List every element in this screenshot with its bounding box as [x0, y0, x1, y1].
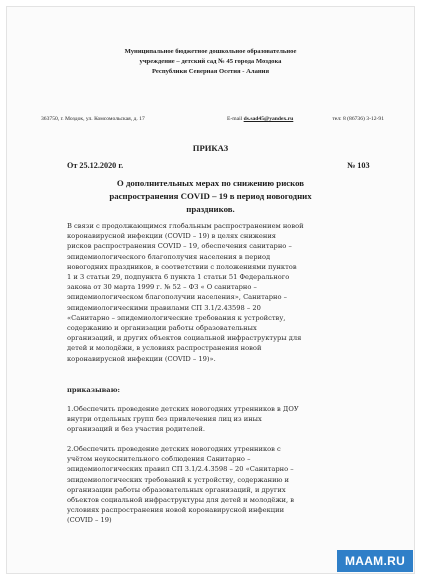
item-line: эпидемиологических правил СП 3.1/2.4.3598 – 20 «Санитарно – — [67, 465, 294, 474]
item-line: объектов социальной инфраструктуры для детей и молодёжи, в — [67, 496, 294, 505]
order-date: От 25.12.2020 г. — [67, 161, 124, 170]
paragraph-line: эпидемиологическом благополучии населения», Санитарно – — [67, 293, 288, 302]
title-line-2: распространения COVID – 19 в период новогодних — [109, 191, 312, 201]
item-line: эпидемиологических требований к устройству, содержанию и — [67, 475, 289, 484]
email-label: E-mail — [227, 116, 243, 122]
order-number: № 103 — [347, 161, 370, 170]
paragraph-line: коронавирусной инфекции (COVID – 19) в целях снижения — [67, 232, 277, 241]
item-line: внутри отдельных групп без привлечения лиц из иных — [67, 415, 262, 424]
item-line: учётом неукоснительного соблюдения Санитарно – — [67, 455, 251, 464]
paragraph-line: рисков распространения COVID – 19, обеспечения санитарно – — [67, 242, 292, 251]
title-line-3: праздников. — [186, 204, 235, 214]
item-line: организаций и без участия родителей. — [67, 425, 205, 434]
paragraph-line: «Санитарно – эпидемиологические требования к устройству, — [67, 313, 286, 322]
paragraph-line: 1 и 3 статьи 29, подпункта 6 пункта 1 статьи 51 Федерального — [67, 273, 290, 282]
paragraph-line: эпидемиологическими правилами СП 3.1/2.43598 – 20 — [67, 303, 261, 312]
phone: тел: 8 (86736) 3-12-91 — [332, 116, 384, 122]
title-line-1: О дополнительных мерах по снижению рисков — [116, 178, 305, 188]
header-line-3: Республики Северная Осетия - Алания — [151, 68, 270, 75]
decree-heading: приказываю: — [67, 386, 120, 394]
paragraph-line: организаций, и других объектов социальной инфраструктуры для — [67, 334, 302, 343]
email-link[interactable]: ds.sad45@yandex.ru — [243, 116, 294, 122]
item-line: условиях распространения новой коронавирусной инфекции — [67, 506, 285, 515]
email-block — [227, 115, 293, 123]
document-page — [6, 6, 415, 574]
item-line: организации работы образовательных организаций, и других — [67, 485, 286, 494]
order-item-2 — [67, 444, 409, 526]
item-line: 2.Обеспечить проведение детских новогодних утренников с — [67, 445, 281, 453]
order-title: ПРИКАЗ — [192, 143, 229, 153]
paragraph-line: коронавирусной инфекции (COVID – 19)». — [67, 354, 216, 363]
paragraph-line: эпидемиологического благополучия населения в период — [67, 252, 271, 261]
order-item-1 — [67, 404, 409, 435]
paragraph-line: закона от 30 марта 1999 г. № 52 – ФЗ « О санитарно – — [67, 283, 257, 292]
paragraph-line: содержанию и организации работы образовательных — [67, 324, 257, 333]
address: 363750, г. Моздок, ул. Комсомольская, д. 17 — [41, 116, 145, 122]
organization-header — [7, 47, 414, 77]
header-line-2: учреждение – детский сад № 45 города Моздока — [139, 58, 282, 65]
paragraph-line: детей и молодёжи, в условиях распространения новой — [67, 344, 262, 353]
preamble-paragraph — [67, 221, 409, 364]
paragraph-line: В связи с продолжающимся глобальным распространением новой — [67, 222, 304, 230]
document-title — [57, 177, 364, 216]
site-watermark: MAAM.RU — [337, 550, 413, 572]
item-line: (COVID – 19) — [67, 516, 112, 525]
paragraph-line: новогодних праздников, в соответствии с положениями пунктов — [67, 262, 297, 271]
item-line: 1.Обеспечить проведение детских новогодних утренников в ДОУ — [67, 405, 299, 413]
header-line-1: Муниципальное бюджетное дошкольное образовательное — [124, 48, 297, 55]
